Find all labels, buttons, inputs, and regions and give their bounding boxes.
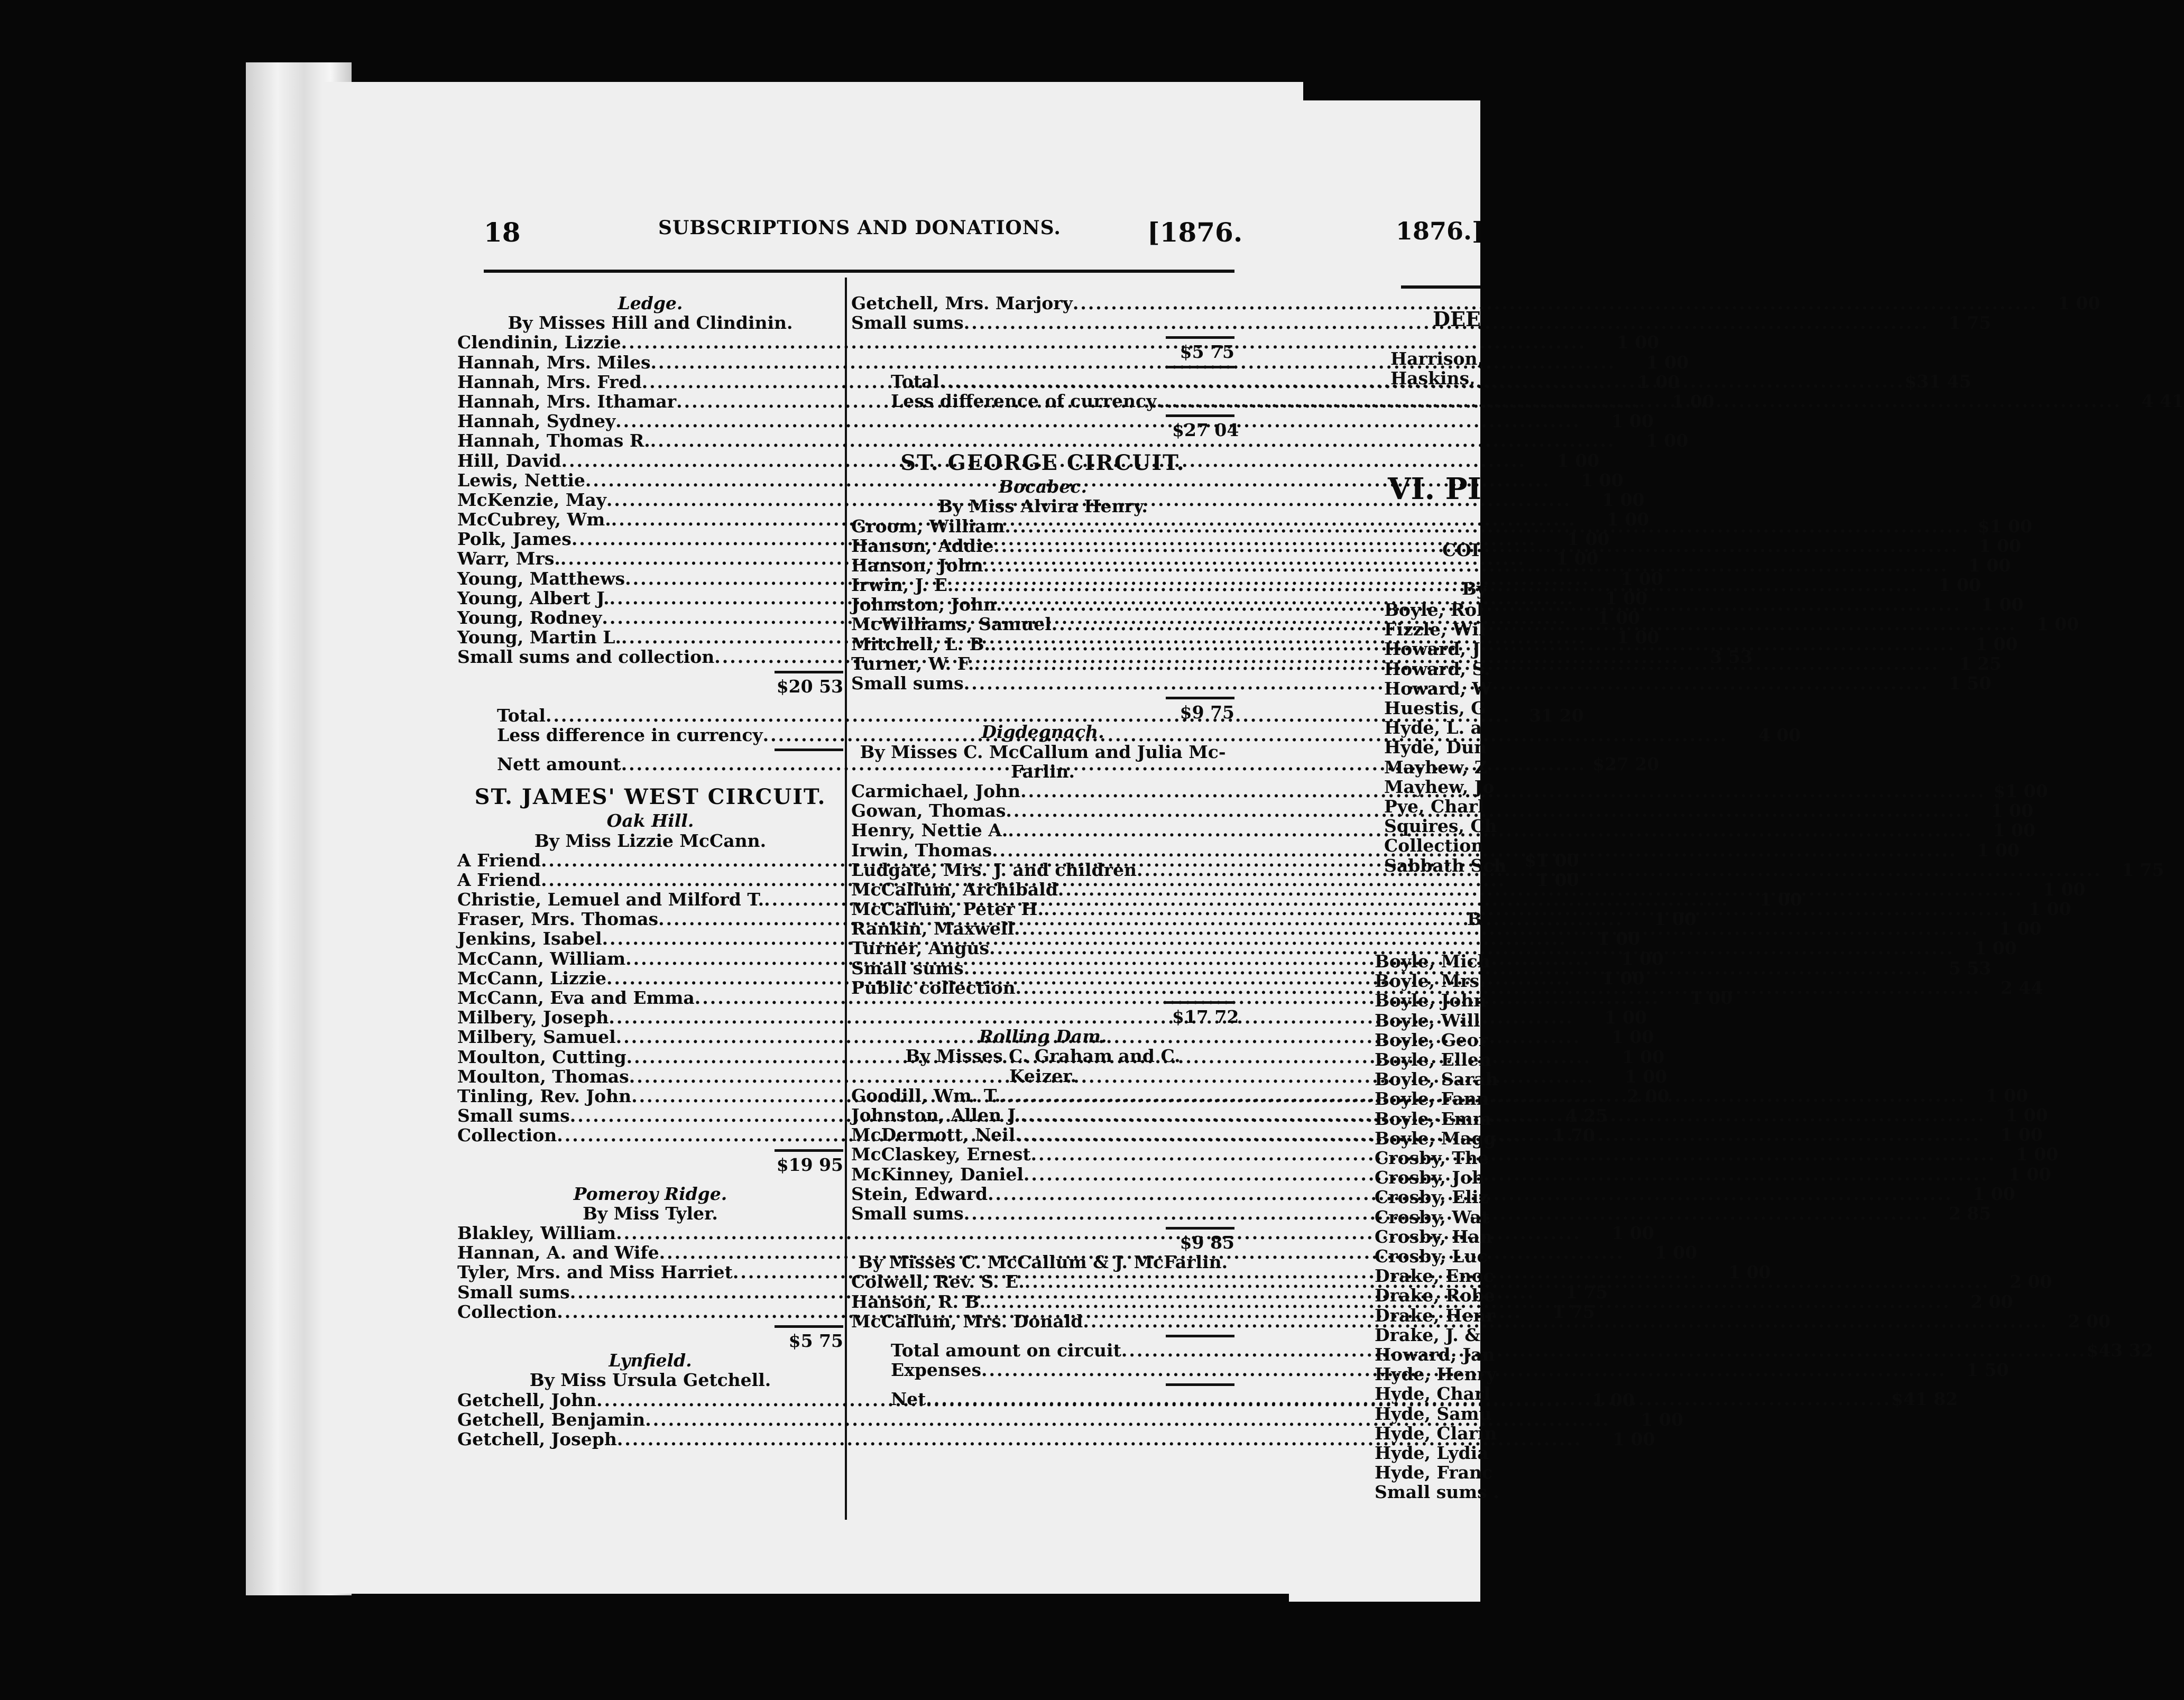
name-fragment: Boyle, Ellen <box>1375 1049 1491 1070</box>
name-fragment: Boyle, Emm <box>1375 1108 1491 1129</box>
collectors-line: By Misses C. McCallum and Julia Mc- <box>860 741 1226 762</box>
donor-name: McWilliams, Samuel <box>851 614 1052 635</box>
donor-name: Polk, James <box>457 529 572 550</box>
subtotal-amount: $9 75 <box>1179 702 1234 723</box>
dot-leader <box>1137 860 2102 880</box>
donor-name: Hanson, R. B. <box>851 1291 985 1312</box>
donation-amount: 1 00 <box>1621 1046 1665 1067</box>
donation-amount: 1 00 <box>1604 1007 1647 1028</box>
name-fragment: Hyde, Henry <box>1375 1364 1497 1385</box>
donation-amount: 1 25 <box>1959 653 2002 674</box>
subtotal-amount: $9 85 <box>1179 1232 1234 1253</box>
donation-amount: 1 00 <box>1611 1027 1654 1048</box>
donation-amount: 2 00 <box>1627 1085 1670 1106</box>
donor-name: Small sums <box>457 1281 570 1302</box>
donor-name: Hannah, Mrs. Fred <box>457 371 642 392</box>
donation-amount: 1 00 <box>1605 587 1648 608</box>
entry-row <box>851 293 2100 313</box>
donation-amount: 1 00 <box>1993 820 2035 841</box>
donor-name: Lewis, Nettie <box>457 469 585 491</box>
dot-leader <box>1015 1125 1980 1144</box>
donation-amount: 1 00 <box>2008 1163 2051 1185</box>
donation-amount: 1 00 <box>2043 879 2086 900</box>
subtotal-amount: $5 75 <box>1179 341 1234 363</box>
name-fragment: Hyde, Clarin <box>1375 1422 1497 1444</box>
name-fragment: Hyde, Charl <box>1375 1383 1490 1405</box>
donor-name: Small sums <box>851 673 964 694</box>
name-fragment: Small sums . <box>1375 1482 1499 1503</box>
donation-amount: 1 00 <box>1536 869 1579 890</box>
donor-name: Jenkins, Isabel <box>457 928 602 949</box>
donation-amount: $1 00 <box>1993 780 2048 801</box>
donor-name: McCallum, Peter H. <box>851 899 1044 920</box>
name-fragment: Drake, Enoc <box>1375 1265 1494 1287</box>
donor-name: Johnston, John <box>851 594 997 615</box>
donation-amount: 1 00 <box>1567 529 1610 550</box>
entry-row <box>851 899 2071 920</box>
less-label: Less difference of currency <box>891 390 1157 411</box>
dot-leader <box>1020 781 1986 801</box>
name-fragment: Collection <box>1384 835 1484 856</box>
subtotal-row <box>457 677 843 696</box>
donation-amount: 1 00 <box>1973 1183 2015 1204</box>
donor-name: Irwin, J. E. <box>851 575 954 596</box>
donor-name: Stein, Edward <box>851 1183 988 1204</box>
subtotal-row <box>851 342 1234 362</box>
dot-leader <box>1005 516 1970 536</box>
donor-name: Milbery, Joseph <box>457 1007 609 1028</box>
donor-name: Young, Martin L. <box>457 627 621 648</box>
donation-amount: 1 00 <box>1597 928 1641 949</box>
donor-name: McCallum, Archibald <box>851 879 1058 900</box>
donor-name: McKenzie, May <box>457 489 606 510</box>
right-names-b <box>1375 951 1499 1503</box>
dot-leader <box>1025 1272 1990 1291</box>
name-fragment: Boyle, Rol <box>1384 599 1483 620</box>
name-fragment: Hyde, Dun <box>1384 737 1487 758</box>
donor-name: Milbery, Samuel <box>457 1027 616 1048</box>
dot-leader <box>1020 1105 1986 1125</box>
donation-amount: 1 00 <box>2015 1144 2059 1165</box>
name-fragment: Crosby, Eliz <box>1375 1187 1489 1208</box>
donation-amount: 1 75 <box>2122 859 2164 880</box>
donor-name: Colwell, Rev. S. E. <box>851 1271 1025 1292</box>
donation-amount: 1 00 <box>1938 575 1982 596</box>
donation-amount: 1 00 <box>1556 548 1599 569</box>
collectors-line: By Misses C. McCallum & J. McFarlin. <box>858 1252 1228 1273</box>
donor-name: Hannah, Mrs. Ithamar <box>457 391 677 412</box>
net-label: Net <box>891 1389 926 1410</box>
donor-name: Warr, Mrs. <box>457 548 560 569</box>
name-fragment: Boyle, Will <box>1375 1010 1480 1031</box>
name-fragment: Mayhew, Jo <box>1384 776 1495 797</box>
subtotal-amount: $20 53 <box>776 676 843 697</box>
donation-amount: 1 75 <box>1552 1301 1595 1322</box>
donor-name: Henry, Nettie A. <box>851 820 1008 841</box>
donor-name: Hanson, Addie <box>851 535 994 556</box>
total-amount: 31 20 <box>1529 705 1584 726</box>
name-fragment: Crosby, Joh <box>1375 1167 1485 1188</box>
donation-amount: 1 00 <box>1556 450 1600 471</box>
location-heading: Oak Hill. <box>606 810 694 831</box>
sum-rule <box>457 1145 843 1155</box>
right-head-fragment: DEE <box>1433 307 1481 331</box>
name-fragment: Howard, J <box>1384 639 1481 660</box>
location-heading: Digdegnach. <box>981 722 1104 743</box>
sum-rule <box>851 1380 1234 1389</box>
collectors-line-cont: Keizer. <box>1009 1065 1077 1086</box>
name-fragment: Boyle, Mrs. <box>1375 971 1486 992</box>
name-fragment: Boyle, Sarah <box>1375 1069 1498 1090</box>
nett-label: Nett amount <box>497 754 621 775</box>
name-fragment: Crosby, The <box>1375 1148 1489 1169</box>
expenses-amount: 1 50 <box>1966 1360 2009 1381</box>
donation-amount: 1 00 <box>1617 627 1660 648</box>
name-fragment: Drake, Robe <box>1375 1285 1495 1306</box>
donor-name: McClaskey, Ernest <box>851 1144 1031 1165</box>
donor-name: McCann, Lizzie <box>457 967 606 988</box>
location-heading: Pomeroy Ridge. <box>573 1183 727 1204</box>
total-amount: $31 45 <box>1904 371 1971 392</box>
donor-name: Ludgate, Mrs. J. and children <box>851 859 1137 880</box>
name-fragment: Drake, J. & <box>1375 1324 1481 1345</box>
sum-rule <box>851 332 1234 342</box>
right-names-a <box>1384 599 1507 876</box>
donation-amount: 1 00 <box>1641 1409 1683 1430</box>
donation-amount: 1 00 <box>1672 391 1715 412</box>
sum-rule <box>851 693 1234 703</box>
donation-amount: 1 70 <box>1552 1125 1595 1146</box>
donation-amount: 2 00 <box>2068 1310 2111 1332</box>
donation-amount: 1 00 <box>1985 1085 2029 1106</box>
donor-name: Turner, W. F. <box>851 653 974 674</box>
donor-name: Hannah, Thomas R. <box>457 430 650 451</box>
entry-row <box>851 879 2086 900</box>
less-amount: 4 41 <box>2141 390 2184 411</box>
circuit-total-label: Total amount on circuit <box>891 1340 1121 1361</box>
donation-amount: 1 00 <box>1597 607 1641 628</box>
entry-row <box>851 555 2011 576</box>
net-row <box>851 419 1239 440</box>
collectors-line: By Miss Ursula Getchell. <box>529 1370 771 1391</box>
header-rule <box>484 270 1234 273</box>
donation-amount: 1 00 <box>1637 371 1680 392</box>
donation-amount: 1 00 <box>2000 1124 2043 1145</box>
entry-row <box>851 938 2017 959</box>
location-heading: Rolling Dam. <box>979 1026 1107 1047</box>
subtotal-amount: $5 75 <box>788 1331 843 1351</box>
name-fragment: Crosby, Luc <box>1375 1246 1488 1267</box>
name-fragment: Hyde, Franc <box>1375 1462 1493 1483</box>
collectors-line: By Miss Alvira Henry. <box>938 496 1148 517</box>
less-label: Less difference in currency <box>497 724 763 745</box>
location-heading: Lynfield. <box>609 1350 692 1371</box>
subtotal-row <box>851 703 1234 722</box>
donation-amount: 1 00 <box>1616 332 1660 353</box>
sum-rule <box>457 745 843 754</box>
name-fragment: Drake, Henr <box>1375 1305 1495 1326</box>
donation-amount: 1 00 <box>1759 889 1802 910</box>
name-fragment: Harrison, <box>1390 348 1483 369</box>
subtotal-row <box>851 1233 1234 1252</box>
name-fragment: Howard, W <box>1384 678 1492 699</box>
donation-amount: 1 00 <box>1975 633 2018 654</box>
sum-rule <box>851 411 1234 420</box>
sum-rule <box>457 667 843 677</box>
name-fragment: Howard, Jan <box>1375 1344 1495 1365</box>
donation-amount: 1 50 <box>1948 673 1992 694</box>
subtotal-row <box>457 1155 843 1175</box>
sum-rule <box>457 1322 843 1331</box>
donor-name: A Friend <box>457 849 541 871</box>
donor-name: Hannan, A. and Wife <box>457 1242 659 1263</box>
donation-amount: 1 00 <box>1654 1242 1698 1263</box>
donation-amount: 1 00 <box>1611 1223 1654 1244</box>
donor-name: Hannah, Mrs. Miles <box>457 352 651 373</box>
running-title: SUBSCRIPTIONS AND DONATIONS. <box>658 217 1061 239</box>
donor-name: Getchell, Joseph <box>457 1428 617 1449</box>
donation-amount: 1 00 <box>2029 899 2071 920</box>
donor-name: Collection <box>457 1125 557 1146</box>
donor-name: Public collection <box>851 977 1016 998</box>
donation-amount: 2 00 <box>2010 1271 2052 1292</box>
donation-amount: 1 00 <box>1602 967 1645 988</box>
name-fragment: Crosby, Wat <box>1375 1206 1490 1227</box>
donation-amount: 1 00 <box>1991 800 2033 821</box>
dot-leader <box>1031 1144 1996 1164</box>
nett-amount: $27 20 <box>1592 754 1660 775</box>
donor-name: McDermott, Neil <box>851 1124 1016 1145</box>
donation-amount: 1 00 <box>2036 614 2079 635</box>
right-page-year: 1876.] <box>1396 217 1483 245</box>
donor-name: Hanson, John <box>851 555 983 576</box>
donor-name: A Friend <box>457 869 541 890</box>
donation-amount: 1 00 <box>1977 839 2020 861</box>
donation-amount: 1 00 <box>1621 948 1664 969</box>
dot-leader <box>1073 293 2038 313</box>
right-sub-fragment: COI <box>1442 540 1480 560</box>
donor-name: Getchell, John <box>457 1389 597 1410</box>
donor-name: Moulton, Cutting <box>457 1046 626 1067</box>
dot-leader <box>1058 880 2023 899</box>
donation-amount: 1 00 <box>1978 535 2021 556</box>
donation-amount: 1 00 <box>1620 568 1663 589</box>
total-label: Total <box>891 371 939 392</box>
donor-name: Turner, Angus <box>851 938 990 959</box>
donation-amount: 1 75 <box>1565 1281 1608 1302</box>
donation-amount: 2 44 <box>2000 977 2043 998</box>
location-heading: Bocabec. <box>998 476 1088 497</box>
right-by-fragment: By <box>1462 578 1487 599</box>
dot-leader <box>1024 1165 1989 1184</box>
subtotal-amount: $17 72 <box>1172 1006 1239 1027</box>
donor-name: McKinney, Daniel <box>851 1163 1024 1185</box>
donor-name: Goodill, Wm. T. <box>851 1085 1001 1106</box>
donation-amount: 4 25 <box>1565 1105 1608 1126</box>
donor-name: Hannah, Sydney <box>457 411 616 432</box>
sum-rule <box>851 1223 1234 1233</box>
donor-name: Rankin, Maxwell <box>851 918 1014 939</box>
donor-name: Hill, David <box>457 450 561 471</box>
donation-amount: 1 00 <box>1581 469 1624 491</box>
donation-amount: $1 00 <box>1977 515 2033 537</box>
donor-name: Mitchell, L. B. <box>851 633 991 654</box>
name-fragment: Mayhew, Z <box>1384 756 1487 778</box>
donation-amount: $1 00 <box>1524 849 1579 871</box>
name-fragment: Pye, Charl <box>1384 796 1485 817</box>
donation-amount: 1 00 <box>1974 938 2017 959</box>
name-fragment: Fizzle, Wil <box>1384 619 1486 640</box>
donor-name: Blakley, William <box>457 1223 616 1244</box>
name-fragment: Howard, S. <box>1384 658 1490 679</box>
less-amount: 4 00 <box>1758 724 1801 745</box>
subtotal-row <box>851 1006 1239 1027</box>
entry-row <box>851 918 2042 939</box>
collectors-line: By Miss Tyler. <box>583 1203 718 1224</box>
donation-amount: 1 00 <box>1612 1428 1655 1449</box>
name-fragment: Hyde, L. a <box>1384 717 1482 738</box>
donation-amount: 1 00 <box>2005 1104 2048 1125</box>
donor-name: Groom, William <box>851 515 1005 537</box>
donation-amount: 5 53 <box>1948 957 1992 978</box>
donation-amount: 1 00 <box>1602 489 1645 510</box>
dot-leader <box>1052 614 2017 634</box>
donor-name: Gowan, Thomas <box>851 800 1006 821</box>
net-amount: $27 04 <box>1172 419 1239 440</box>
donor-name: Small sums <box>851 1203 964 1224</box>
sum-rule <box>851 997 1234 1007</box>
donation-amount: 1 00 <box>1654 909 1697 930</box>
donor-name: Fraser, Mrs. Thomas <box>457 909 659 930</box>
donor-name: McCubrey, Wm. <box>457 509 611 530</box>
donor-name: McCann, William <box>457 948 626 969</box>
name-fragment: Haskins, <box>1390 368 1476 389</box>
circuit-total-amount: $43 32 <box>2086 1340 2153 1361</box>
right-header-rule <box>1401 285 1480 289</box>
donor-name: Small sums <box>851 312 964 334</box>
dot-leader <box>1083 1311 2048 1331</box>
right-mid-fragment: B <box>1467 909 1482 929</box>
donation-amount: 1 75 <box>1948 312 1992 334</box>
donor-name: Small sums <box>457 1105 570 1126</box>
total-label: Total <box>497 705 546 726</box>
entry-row <box>851 515 2033 537</box>
donor-name: McCallum, Mrs. Donald <box>851 1310 1083 1332</box>
donation-amount: 1 00 <box>2058 293 2100 313</box>
subtotal-row <box>457 1331 843 1351</box>
right-section-fragment: VI. PI <box>1388 472 1481 506</box>
donation-amount: 1 00 <box>1728 1262 1771 1283</box>
name-fragment: Huestis, G <box>1384 698 1486 719</box>
donation-amount: 1 00 <box>1999 918 2042 939</box>
collectors-line: By Misses C. Graham and C. <box>905 1046 1181 1067</box>
name-fragment: Boyle, Fann <box>1375 1088 1489 1110</box>
collectors-line: By Misses Hill and Clindinin. <box>508 312 793 334</box>
donor-name: Moulton, Thomas <box>457 1066 629 1087</box>
name-fragment: Sabbath Sch <box>1384 855 1507 876</box>
donation-amount: 1 00 <box>1645 430 1689 451</box>
dot-leader <box>953 575 1919 595</box>
donation-amount: 1 00 <box>1690 987 1733 1008</box>
donor-name: Tinling, Rev. John <box>457 1085 632 1106</box>
subtotal-amount: $19 95 <box>776 1154 843 1175</box>
donor-name: Christie, Lemuel and Milford T. <box>457 889 764 910</box>
donation-amount: 1 00 <box>1624 1066 1667 1087</box>
donor-name: Getchell, Mrs. Marjory <box>851 293 1073 313</box>
page-number: 18 <box>484 217 521 248</box>
donation-amount: 2 00 <box>1970 1291 2013 1312</box>
donation-amount: 3 53 <box>1710 646 1753 668</box>
sum-rule <box>851 362 1234 372</box>
donor-name: Getchell, Benjamin <box>457 1409 646 1430</box>
name-fragment: Crosby, Han <box>1375 1226 1492 1247</box>
name-fragment: Hyde, Samu <box>1375 1403 1492 1424</box>
donor-name: Johnston, Allen J. <box>851 1104 1021 1125</box>
donor-name: Collection <box>457 1301 557 1322</box>
entry-row <box>457 430 1689 451</box>
dot-leader <box>1016 978 1981 997</box>
donor-name: Irwin, Thomas <box>851 839 992 861</box>
donation-amount: 1 00 <box>1611 411 1654 432</box>
donation-amount: 1 00 <box>1646 352 1689 373</box>
donation-amount: 1 00 <box>1607 509 1649 530</box>
name-fragment: Boyle, Mich <box>1375 951 1490 972</box>
name-fragment: Hyde, Lydia <box>1375 1443 1489 1464</box>
donation-amount: 1 00 <box>1981 594 2024 615</box>
donor-name: Young, Albert J. <box>457 587 610 608</box>
donor-name: Young, Matthews <box>457 568 625 589</box>
donor-name: McCann, Eva and Emma <box>457 987 695 1008</box>
collectors-line: By Miss Lizzie McCann. <box>534 830 767 851</box>
location-heading: Ledge. <box>618 293 683 313</box>
name-fragment: Boyle, John <box>1375 990 1487 1011</box>
year-label: [1876. <box>1147 217 1243 248</box>
circuit-title: ST. GEORGE CIRCUIT. <box>900 450 1185 476</box>
donor-name: Clendinin, Lizzie <box>457 332 621 353</box>
donation-amount: 1 00 <box>1592 1389 1635 1410</box>
right-top-names <box>1390 349 1501 388</box>
donor-name: Tyler, Mrs. and Miss Harriet <box>457 1262 733 1283</box>
expenses-label: Expenses <box>891 1360 982 1381</box>
donation-amount: 2 85 <box>1948 1203 1992 1224</box>
name-fragment: Squires, Ch <box>1384 816 1497 837</box>
net-amount: $41 82 <box>1891 1389 1958 1410</box>
name-fragment: Boyle, Geor <box>1375 1029 1488 1050</box>
circuit-title: ST. JAMES' WEST CIRCUIT. <box>474 784 826 810</box>
donor-name: Small sums and collection <box>457 646 715 668</box>
donor-name: Carmichael, John <box>851 780 1021 801</box>
collectors-line-cont: Farlin. <box>1011 761 1075 782</box>
donor-name: Small sums <box>851 957 964 978</box>
name-fragment: Boyle, Magg <box>1375 1128 1496 1149</box>
sum-rule <box>851 1331 1234 1341</box>
donation-amount: 1 00 <box>1968 555 2011 576</box>
donor-name: Young, Rodney <box>457 607 602 628</box>
